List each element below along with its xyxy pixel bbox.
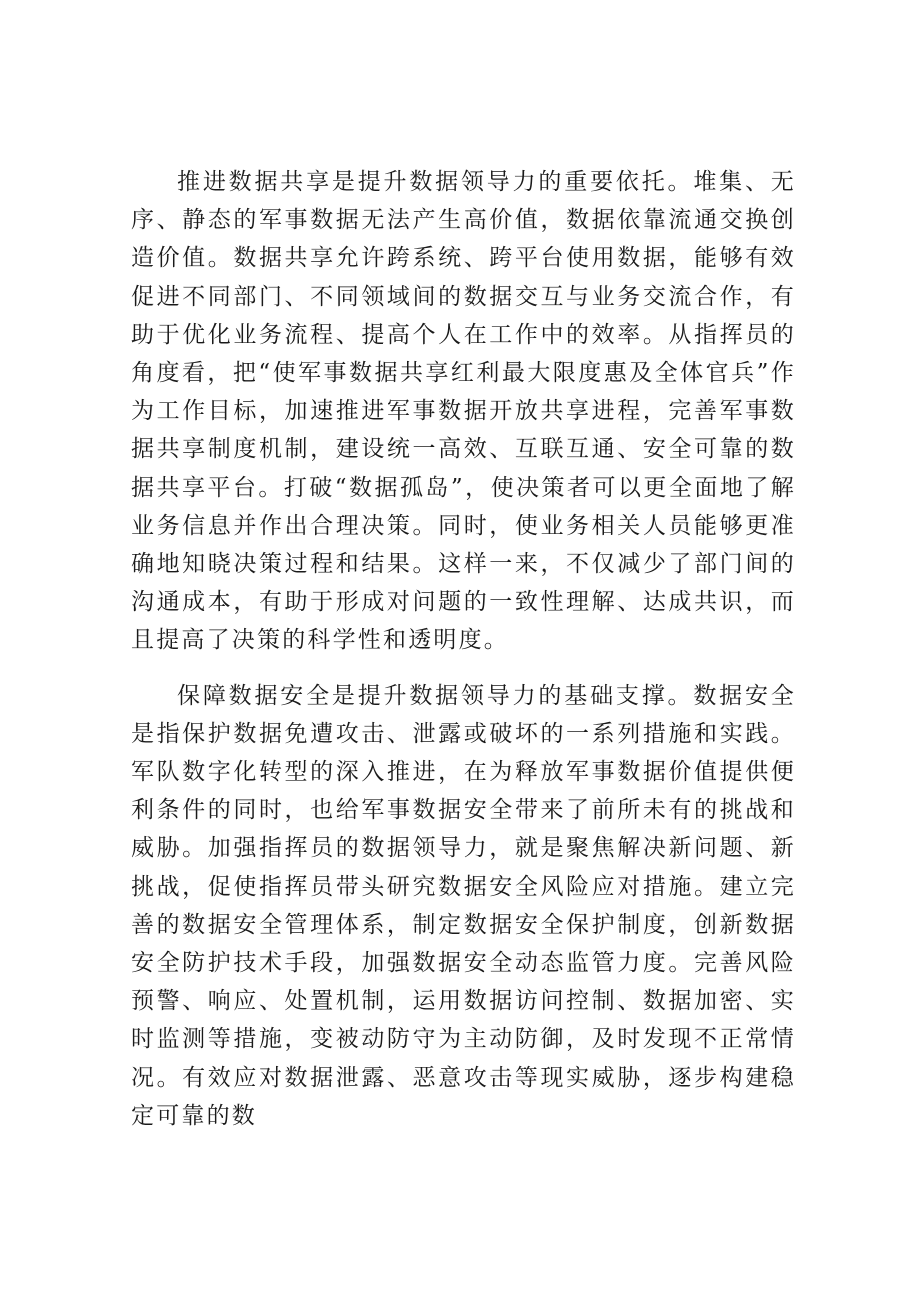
paragraph-data-security: 保障数据安全是提升数据领导力的基础支撑。数据安全是指保护数据免遭攻击、泄露或破坏的一系列措施和实践。军队数字化转型的深入推进，在为释放军事数据价值提供便利条件的同时，也给军事数据安全带来了前所未有的挑战和威胁。加强指挥员的数据领导力，就是聚焦解决新问题、新挑战，促使指挥员带头研究数据安全风险应对措施。建立完善的数据安全管理体系，制定数据安全保护制度，创新数据安全防护技术手段，加强数据安全动态监管力度。完善风险预警、响应、处置机制，运用数据访问控制、数据加密、实时监测等措施，变被动防守为主动防御，及时发现不正常情况。有效应对数据泄露、恶意攻击等现实威胁，逐步构建稳定可靠的数 [131,682,796,1129]
document-body [131,163,796,1135]
paragraph-data-sharing: 推进数据共享是提升数据领导力的重要依托。堆集、无序、静态的军事数据无法产生高价值，数据依靠流通交换创造价值。数据共享允许跨系统、跨平台使用数据，能够有效促进不同部门、不同领域间的数据交互与业务交流合作，有助于优化业务流程、提高个人在工作中的效率。从指挥员的角度看，把“使军事数据共享红利最大限度惠及全体官兵”作为工作目标，加速推进军事数据开放共享进程，完善军事数据共享制度机制，建设统一高效、互联互通、安全可靠的数据共享平台。打破“数据孤岛”，使决策者可以更全面地了解业务信息并作出合理决策。同时，使业务相关人员能够更准确地知晓决策过程和结果。这样一来，不仅减少了部门间的沟通成本，有助于形成对问题的一致性理解、达成共识，而且提高了决策的科学性和透明度。 [131,169,796,654]
